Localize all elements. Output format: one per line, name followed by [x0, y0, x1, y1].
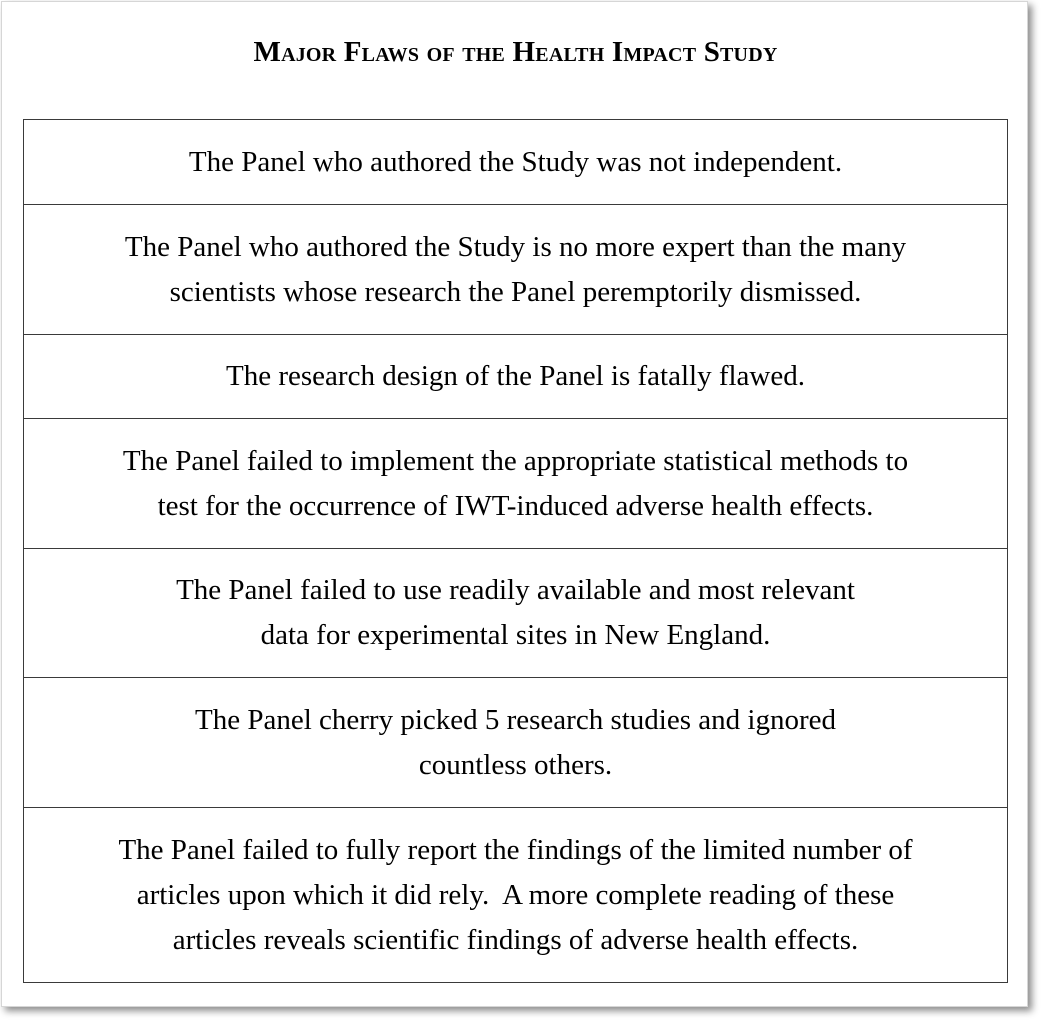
flaw-text-line: scientists whose research the Panel peremptorily dismissed.: [169, 275, 862, 308]
flaw-row: [24, 205, 1008, 335]
flaw-text-line: The research design of the Panel is fatally flawed.: [226, 360, 805, 392]
flaw-row: [24, 808, 1008, 983]
flaw-text-line: The Panel who authored the Study was not independent.: [188, 145, 843, 178]
flaw-cell: [24, 678, 1008, 808]
document-title: Major Flaws of the Health Impact Study: [253, 36, 778, 68]
flaw-text-line: articles reveals scientific findings of adverse health effects.: [172, 923, 859, 956]
flaw-text-line: countless others.: [418, 748, 613, 781]
flaw-cell: [24, 808, 1008, 983]
flaw-cell: [24, 205, 1008, 335]
flaw-cell: [24, 120, 1008, 205]
flaw-text-line: test for the occurrence of IWT-induced adverse health effects.: [157, 489, 874, 522]
flaw-text-line: The Panel failed to implement the appropriate statistical methods to: [122, 444, 909, 477]
flaw-row: [24, 419, 1008, 549]
flaw-row: [24, 678, 1008, 808]
flaw-text-line: The Panel failed to fully report the findings of the limited number of: [118, 833, 913, 866]
flaw-text-line: The Panel who authored the Study is no more expert than the many: [124, 230, 907, 263]
flaw-cell: [24, 419, 1008, 549]
flaw-text-line: The Panel cherry picked 5 research studies and ignored: [195, 703, 836, 736]
flaw-cell: [24, 549, 1008, 678]
flaw-row: [24, 335, 1008, 419]
flaw-text-line: data for experimental sites in New England.: [260, 619, 771, 651]
document-page: [1, 1, 1028, 1007]
flaw-cell: [24, 335, 1008, 419]
flaw-text-line: articles upon which it did rely. A more complete reading of these: [136, 878, 895, 911]
flaw-text-line: The Panel failed to use readily available and most relevant: [176, 574, 855, 606]
flaw-row: [24, 120, 1008, 205]
flaw-row: [24, 549, 1008, 678]
flaws-table: [23, 119, 1008, 983]
